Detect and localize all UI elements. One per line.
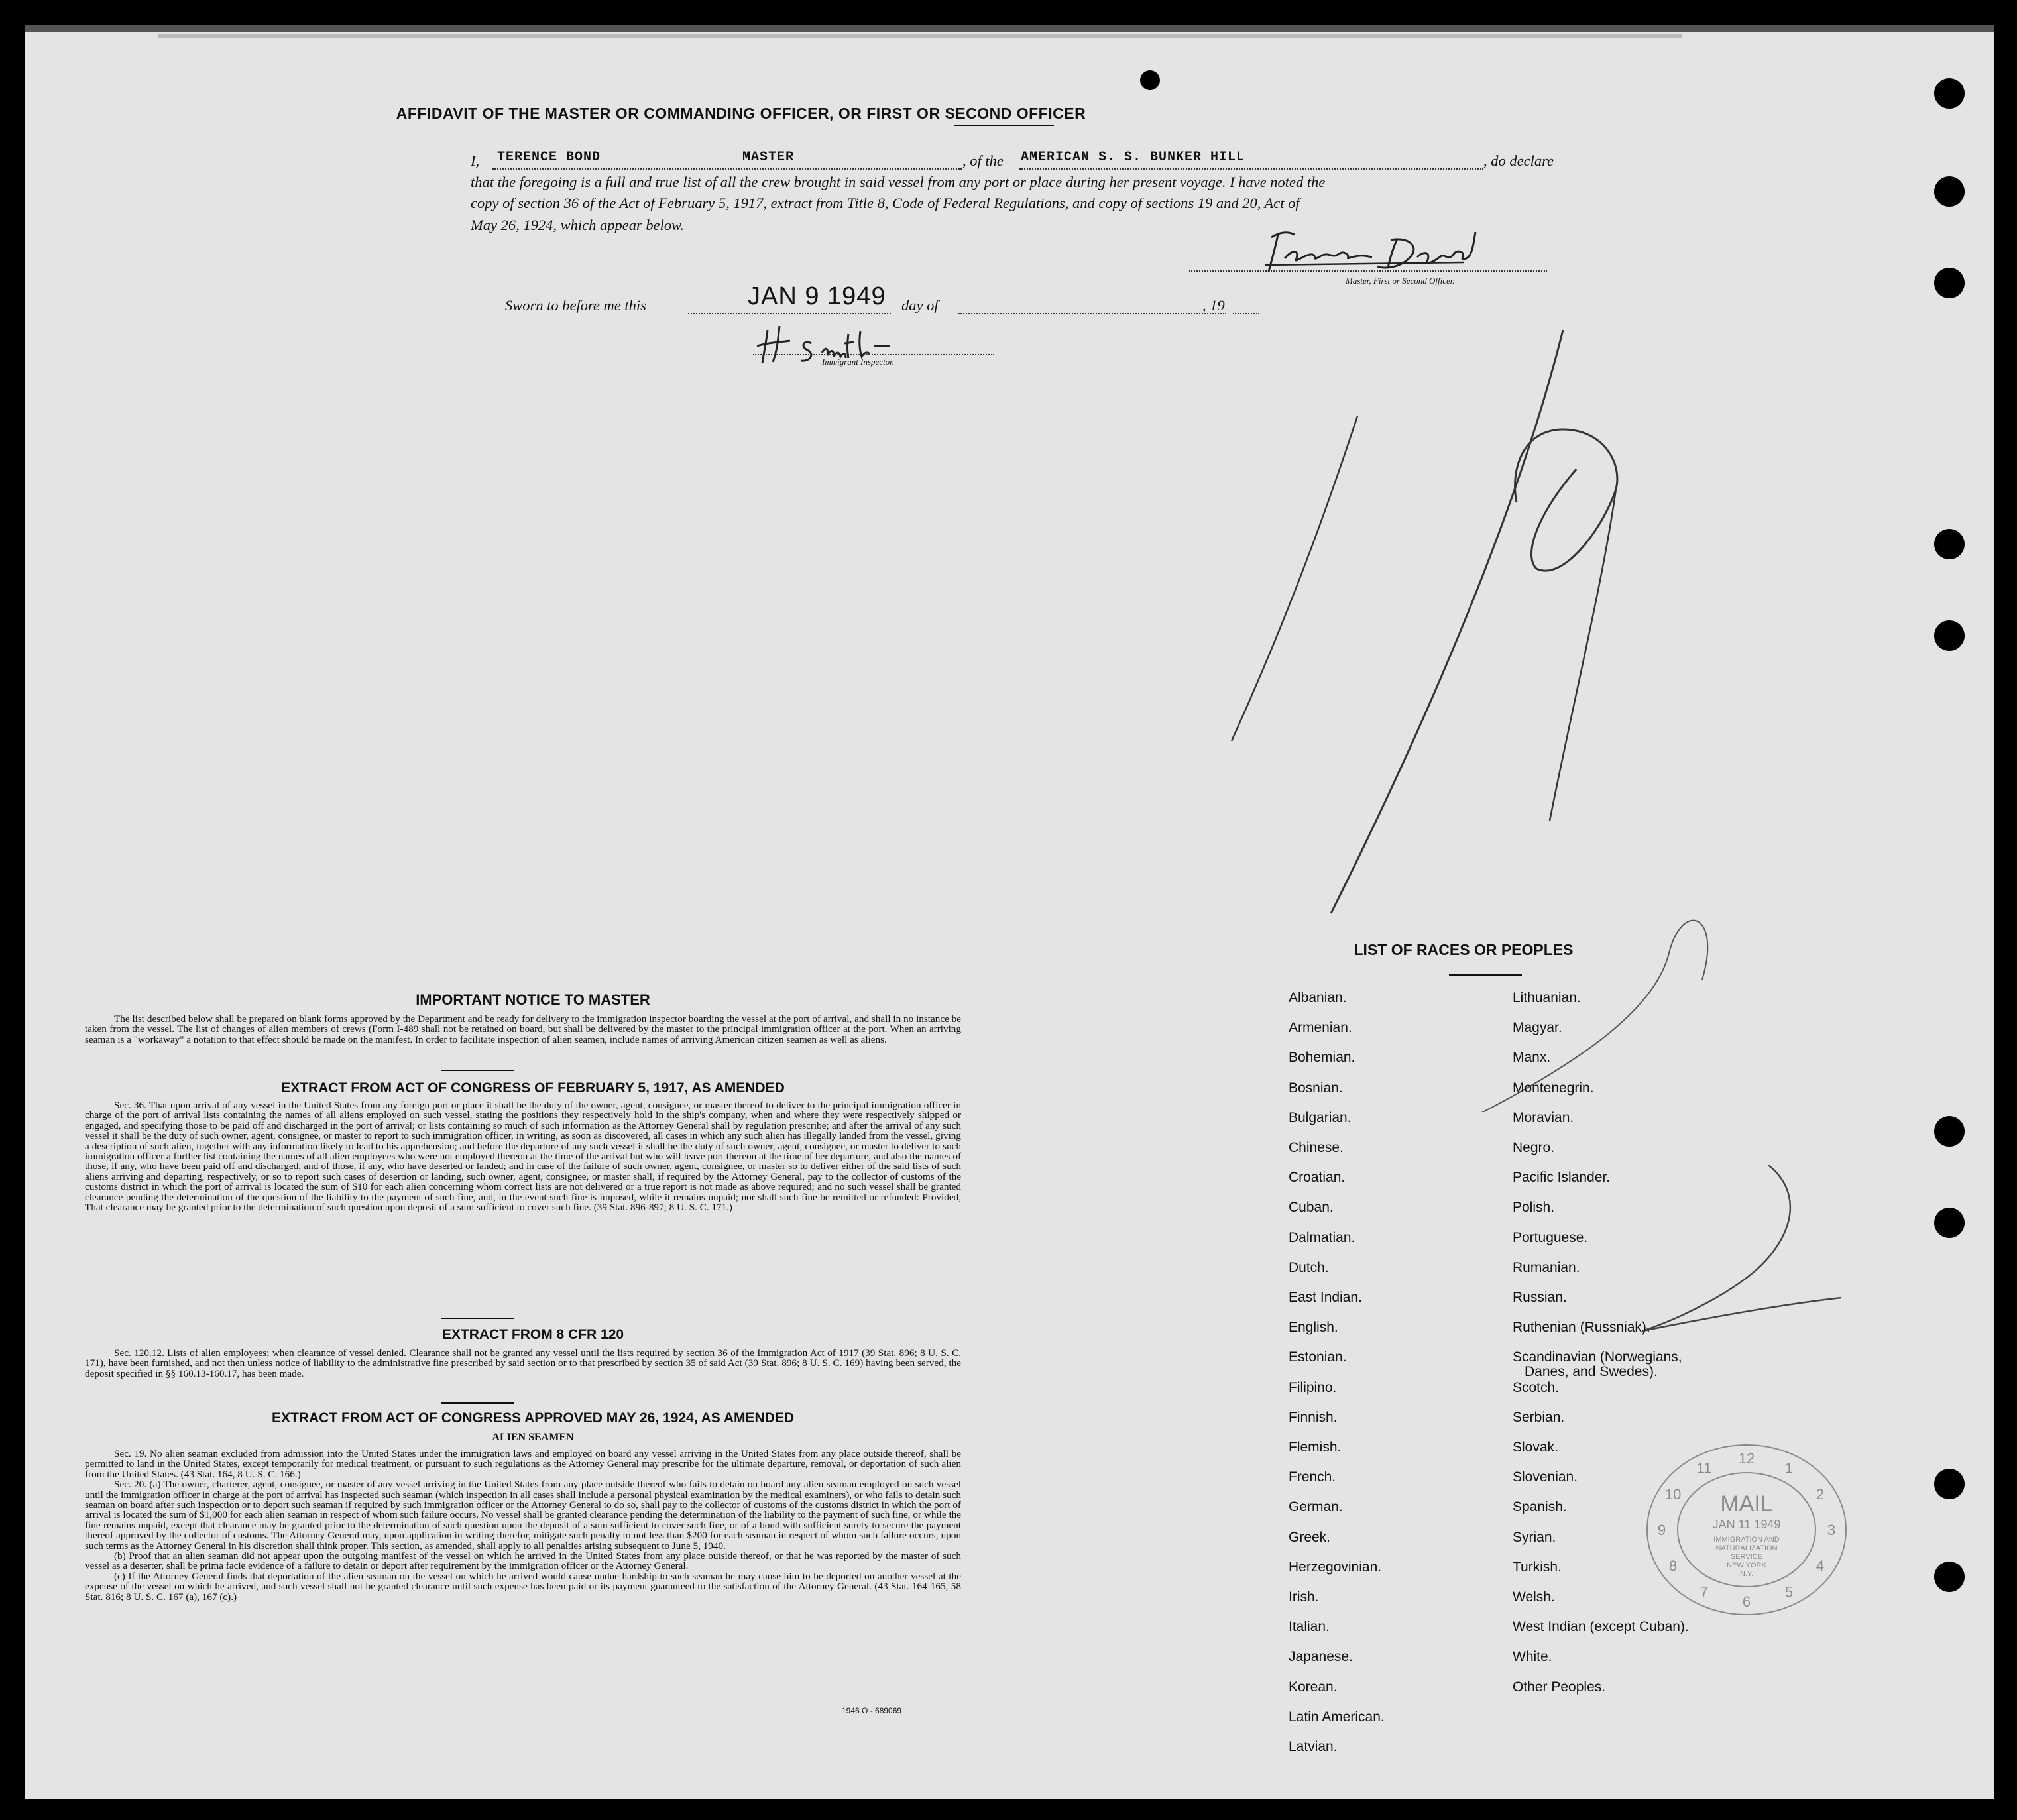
race-item: Albanian. (1289, 990, 1347, 1005)
notice-title: IMPORTANT NOTICE TO MASTER (416, 992, 650, 1008)
stamp-dial-number: 12 (1738, 1450, 1755, 1467)
race-item: Irish. (1289, 1589, 1319, 1605)
year-label: , 19 (1202, 297, 1225, 313)
race-item: English. (1289, 1320, 1338, 1336)
stamp-line-3: SERVICE (1730, 1553, 1763, 1561)
alien-seamen-subtitle: ALIEN SEAMEN (492, 1432, 574, 1443)
race-item: Pacific Islander. (1513, 1170, 1611, 1186)
race-item: Negro. (1513, 1140, 1555, 1155)
extract-1924-body (85, 1449, 961, 1602)
race-item: Bosnian. (1289, 1080, 1343, 1096)
punch-hole (1934, 1469, 1965, 1499)
punch-hole (1140, 70, 1160, 90)
race-item: Latin American. (1289, 1709, 1385, 1725)
extract-1917-body (85, 1100, 961, 1212)
stamp-word: MAIL (1720, 1491, 1773, 1516)
race-item: White. (1513, 1649, 1552, 1665)
inspector-line (753, 354, 994, 355)
print-code: 1946 O - 689069 (842, 1706, 902, 1715)
race-item: Japanese. (1289, 1649, 1353, 1665)
master-name: TERENCE BOND (497, 150, 601, 165)
race-item: Russian. (1513, 1290, 1567, 1305)
race-item: East Indian. (1289, 1290, 1362, 1305)
race-item: Greek. (1289, 1529, 1331, 1545)
race-item: Cuban. (1289, 1200, 1334, 1216)
punch-hole (1934, 1208, 1965, 1238)
race-item: Bohemian. (1289, 1050, 1355, 1066)
inspector-caption: Immigrant Inspector. (822, 357, 895, 367)
race-item: Dalmatian. (1289, 1229, 1355, 1245)
affidavit-line-4: May 26, 1924, which appear below. (471, 217, 685, 233)
sec20b-paragraph: (b) Proof that an alien seaman did not appear upon the outgoing manifest of the vessel on which he arrived in the United States from any place outside thereof, or that he was reported by the master of such vessel as a deserter, shall be prima facie evidence of a failure to detain or deport after requirement by the immigration officer or the Attorney General. (85, 1550, 961, 1572)
race-item: Estonian. (1289, 1349, 1347, 1365)
punch-hole (1934, 176, 1965, 207)
year-blank (1233, 313, 1259, 314)
race-item: Manx. (1513, 1050, 1551, 1066)
race-item: Lithuanian. (1513, 990, 1581, 1005)
stamp-line-1: IMMIGRATION AND (1713, 1536, 1780, 1544)
affidavit-prefix: I, (471, 152, 480, 169)
race-item: Herzegovinian. (1289, 1559, 1382, 1575)
race-item: Slovak. (1513, 1440, 1558, 1455)
race-item: Rumanian. (1513, 1259, 1580, 1275)
inspector-signature (748, 317, 920, 376)
extract-1924-title: EXTRACT FROM ACT OF CONGRESS APPROVED MAY 26, 1924, AS AMENDED (271, 1410, 795, 1426)
race-item: Dutch. (1289, 1259, 1329, 1275)
races-title: LIST OF RACES OR PEOPLES (1354, 941, 1574, 958)
affidavit-line-2: that the foregoing is a full and true list of all the crew brought in said vessel from any port or place during her present voyage. I have noted the (471, 174, 1326, 190)
stamp-line-4: NEW YORK (1727, 1562, 1766, 1569)
race-item: Italian. (1289, 1619, 1330, 1635)
race-item: German. (1289, 1499, 1343, 1515)
mail-received-stamp (1637, 1430, 1856, 1629)
stamp-dial-number: 1 (1784, 1459, 1794, 1477)
stamp-dial-number: 7 (1700, 1583, 1709, 1601)
name-blank (492, 168, 962, 170)
affidavit-line-3: copy of section 36 of the Act of February 5, 1917, extract from Title 8, Code of Federal Regulations, and copy of sections 19 and 20, Act of (471, 195, 1300, 211)
extract-1917-title: EXTRACT FROM ACT OF CONGRESS OF FEBRUARY 5, 1917, AS AMENDED (281, 1080, 785, 1096)
race-item: West Indian (except Cuban). (1513, 1619, 1689, 1635)
extract-cfr-divider (441, 1402, 514, 1404)
race-item: Croatian. (1289, 1170, 1346, 1186)
race-item: Danes, and Swedes). (1525, 1364, 1658, 1380)
month-blank (958, 313, 1226, 314)
races-title-underline (1449, 974, 1522, 976)
punch-hole (1934, 1116, 1965, 1147)
race-item: Moravian. (1513, 1109, 1574, 1125)
stamp-date: JAN 11 1949 (1712, 1518, 1781, 1531)
stamp-dial-number: 10 (1664, 1486, 1682, 1503)
vessel-name: AMERICAN S. S. BUNKER HILL (1021, 150, 1245, 165)
stamp-dial-number: 6 (1742, 1593, 1751, 1610)
race-item: Turkish. (1513, 1559, 1562, 1575)
race-item: French. (1289, 1469, 1336, 1485)
do-declare-label: , do declare (1483, 152, 1554, 169)
race-item: Latvian. (1289, 1739, 1338, 1754)
punch-hole (1934, 529, 1965, 559)
race-item: Serbian. (1513, 1409, 1565, 1425)
title-underline (954, 125, 1054, 126)
race-item: Scandinavian (Norwegians, (1513, 1349, 1682, 1365)
stamp-dial-number: 11 (1696, 1459, 1712, 1477)
race-item: Syrian. (1513, 1529, 1556, 1545)
punch-hole (1934, 268, 1965, 298)
race-item: Ruthenian (Russniak). (1513, 1320, 1650, 1336)
extract-cfr-body (85, 1348, 961, 1379)
day-of-label: day of (901, 297, 939, 313)
race-item: Flemish. (1289, 1440, 1342, 1455)
race-item: Korean. (1289, 1679, 1338, 1695)
sec120-paragraph: Sec. 120.12. Lists of alien employees; when clearance of vessel denied. Clearance shall not be granted any vessel until the lists required by section 36 of the Immigration Act of 1917 (39 Stat. 896; 8 U. S. C. 171), have been furnished, and not then unless notice of liability to the administrative fine prescribed by said section or to that prescribed by section 35 of said Act (39 Stat. 896; 8 U. S. C. 169) having been served, the deposit specified in §§ 160.13-160.17, has been made. (85, 1347, 961, 1379)
notice-paragraph: The list described below shall be prepared on blank forms approved by the Department and be ready for delivery to the immigration inspector boarding the vessel at the port of arrival, and shall in no instance be taken from the vessel. The list of changes of alien members of crews (Form I-489 shall not be retained on board, but shall be delivered by the master to the principal immigration officer at the port. When an arriving seaman is a "workaway" a notation to that effect should be made on the manifest. In order to facilitate inspection of alien seamen, include names of arriving American citizen seamen as well as aliens. (85, 1013, 961, 1045)
race-item: Montenegrin. (1513, 1080, 1594, 1096)
race-item: Polish. (1513, 1200, 1555, 1216)
handwritten-number (1192, 317, 1788, 1112)
sec20a-paragraph: Sec. 20. (a) The owner, charterer, agent, consignee, or master of any vessel arriving in the United States from any place outside thereof who fails to detain on board any alien seaman employed on such vessel until the immigration officer in charge at the port of arrival has inspected such seaman (which inspection in all cases shall include a personal physical examination by the medical examiners), or who fails to detain such seaman on board after such inspection or to deport such seaman if required by such immigration officer or the Attorney General to do so, shall pay to the collector of customs of the customs district in which the port of arrival is located the sum of $1,000 for each alien seaman in respect of whom such failure occurs. No vessel shall be granted clearance pending the determination of the liability to the payment of such fine, or while the fine remains unpaid, except that clearance may be granted prior to the determination of such question upon the deposit of a sum sufficient to cover such fine, or of a bond with sufficient surety to secure the payment thereof approved by the collector of customs. The Attorney General may, upon application in writing therefor, mitigate such penalty to not less than $200 for each seaman in respect of whom such failure occurs, upon such terms as the Attorney General in his discretion shall think proper. This section, as amended, shall apply to all penalties arising subsequent to June 5, 1940. (85, 1479, 961, 1552)
race-item: Bulgarian. (1289, 1109, 1352, 1125)
handwritten-mark-2 (1629, 1152, 1855, 1351)
stamp-dial-number: 3 (1827, 1522, 1836, 1538)
sworn-date-stamp: JAN 9 1949 (748, 282, 886, 310)
stamp-dial-number: 8 (1669, 1558, 1678, 1574)
race-item: Chinese. (1289, 1140, 1344, 1155)
race-item: Filipino. (1289, 1379, 1337, 1395)
sec36-paragraph: Sec. 36. That upon arrival of any vessel in the United States from any foreign port or place it shall be the duty of the owner, agent, consignee, or master thereof to deliver to the principal immigration officer in charge of the port of arrival lists containing the names of all aliens employed on such vessel, stating the positions they respectively hold in the ship's company, when and where they were respectively shipped or engaged, and specifying those to be paid off and discharged in the port of arrival; or lists containing so much of such information as the Attorney General shall by regulation prescribe; and after the arrival of any such vessel it shall be the duty of such owner, agent, consignee, or master to report to such immigration officer, in writing, as soon as discovered, all cases in which any such alien has illegally landed from the vessel, giving a description of such alien, together with any information likely to lead to his apprehension; and before the departure of any such vessel it shall be the duty of such owner, agent, consignee, or master to deliver to such immigration officer a further list containing the names of all alien employees who were not employed thereon at the time of the arrival but who will leave port thereon at the time of her departure, and also the names of those, if any, who have been paid off and discharged, and of those, if any, who have deserted or landed; and in case of the failure of such owner, agent, consignee, or master so to deliver either of the said lists of such aliens arriving and departing, respectively, or so to report such cases of desertion or landing, such owner, agent, consignee, or master shall, if required by the Attorney General, pay to the collector of customs of the customs district in which the port of arrival is located the sum of $10 for each alien concerning whom correct lists are not delivered or a true report is not made as above required; and no such vessel shall be granted clearance pending the determination of the question of the liability to the payment of such fine, and, in the event such fine is imposed, while it remains unpaid; nor shall such fine be remitted or refunded: Provided, That clearance may be granted prior to the determination of such question upon deposit of a sum sufficient to cover such fine. (39 Stat. 896-897; 8 U. S. C. 171.) (85, 1100, 961, 1214)
race-item: Welsh. (1513, 1589, 1555, 1605)
extract-cfr-title: EXTRACT FROM 8 CFR 120 (441, 1327, 624, 1342)
stamp-line-2: NATURALIZATION (1715, 1544, 1778, 1552)
of-the-label: , of the (962, 152, 1004, 169)
affidavit-title: AFFIDAVIT OF THE MASTER OR COMMANDING OFFICER, OR FIRST OR SECOND OFFICER (396, 105, 1086, 122)
stamp-dial-number: 9 (1657, 1522, 1666, 1538)
notice-body (85, 1014, 961, 1045)
stamp-line-5: N.Y. (1740, 1570, 1753, 1578)
race-item: Portuguese. (1513, 1229, 1588, 1245)
stamp-dial-number: 2 (1815, 1486, 1824, 1503)
master-rank: MASTER (742, 150, 795, 165)
extract-1917-divider (441, 1318, 514, 1319)
page-top-bleed (158, 34, 1682, 38)
sec20c-paragraph: (c) If the Attorney General finds that deportation of the alien seaman on the vessel on which he arrived would cause undue hardship to such seaman he may cause him to be deported on another vessel at the expense of the vessel on which he arrived, and such vessel shall not be granted clearance until such expense has been paid or its payment guaranteed to the satisfaction of the Attorney General. (43 Stat. 164-165, 58 Stat. 816; 8 U. S. C. 167 (a), 167 (c).) (85, 1570, 961, 1603)
sec19-paragraph: Sec. 19. No alien seaman excluded from admission into the United States under the immigration laws and employed on board any vessel arriving in the United States from any place outside thereof, shall be permitted to land in the United States, except temporarily for medical treatment, or pursuant to such regulations as the Attorney General may prescribe for the ultimate departure, removal, or deportation of such alien from the United States. (43 Stat. 164, 8 U. S. C. 166.) (85, 1448, 961, 1480)
race-item: Other Peoples. (1513, 1679, 1606, 1695)
race-item: Scotch. (1513, 1379, 1560, 1395)
punch-hole (1934, 620, 1965, 651)
sworn-date-blank (688, 313, 891, 314)
master-signature (1258, 224, 1563, 277)
race-item: Armenian. (1289, 1020, 1352, 1036)
punch-hole (1934, 1562, 1965, 1592)
stamp-dial-number: 5 (1784, 1583, 1794, 1601)
notice-divider (441, 1070, 514, 1071)
punch-hole (1934, 78, 1965, 109)
race-item: Spanish. (1513, 1499, 1567, 1515)
race-item: Magyar. (1513, 1020, 1562, 1036)
stamp-dial-number: 4 (1815, 1558, 1824, 1574)
vessel-blank (1019, 168, 1483, 170)
page-top-edge (25, 25, 1994, 32)
race-item: Slovenian. (1513, 1469, 1578, 1485)
master-caption: Master, First or Second Officer. (1346, 276, 1455, 286)
sworn-label: Sworn to before me this (505, 297, 646, 313)
document-page (25, 25, 1994, 1799)
race-item: Finnish. (1289, 1409, 1338, 1425)
